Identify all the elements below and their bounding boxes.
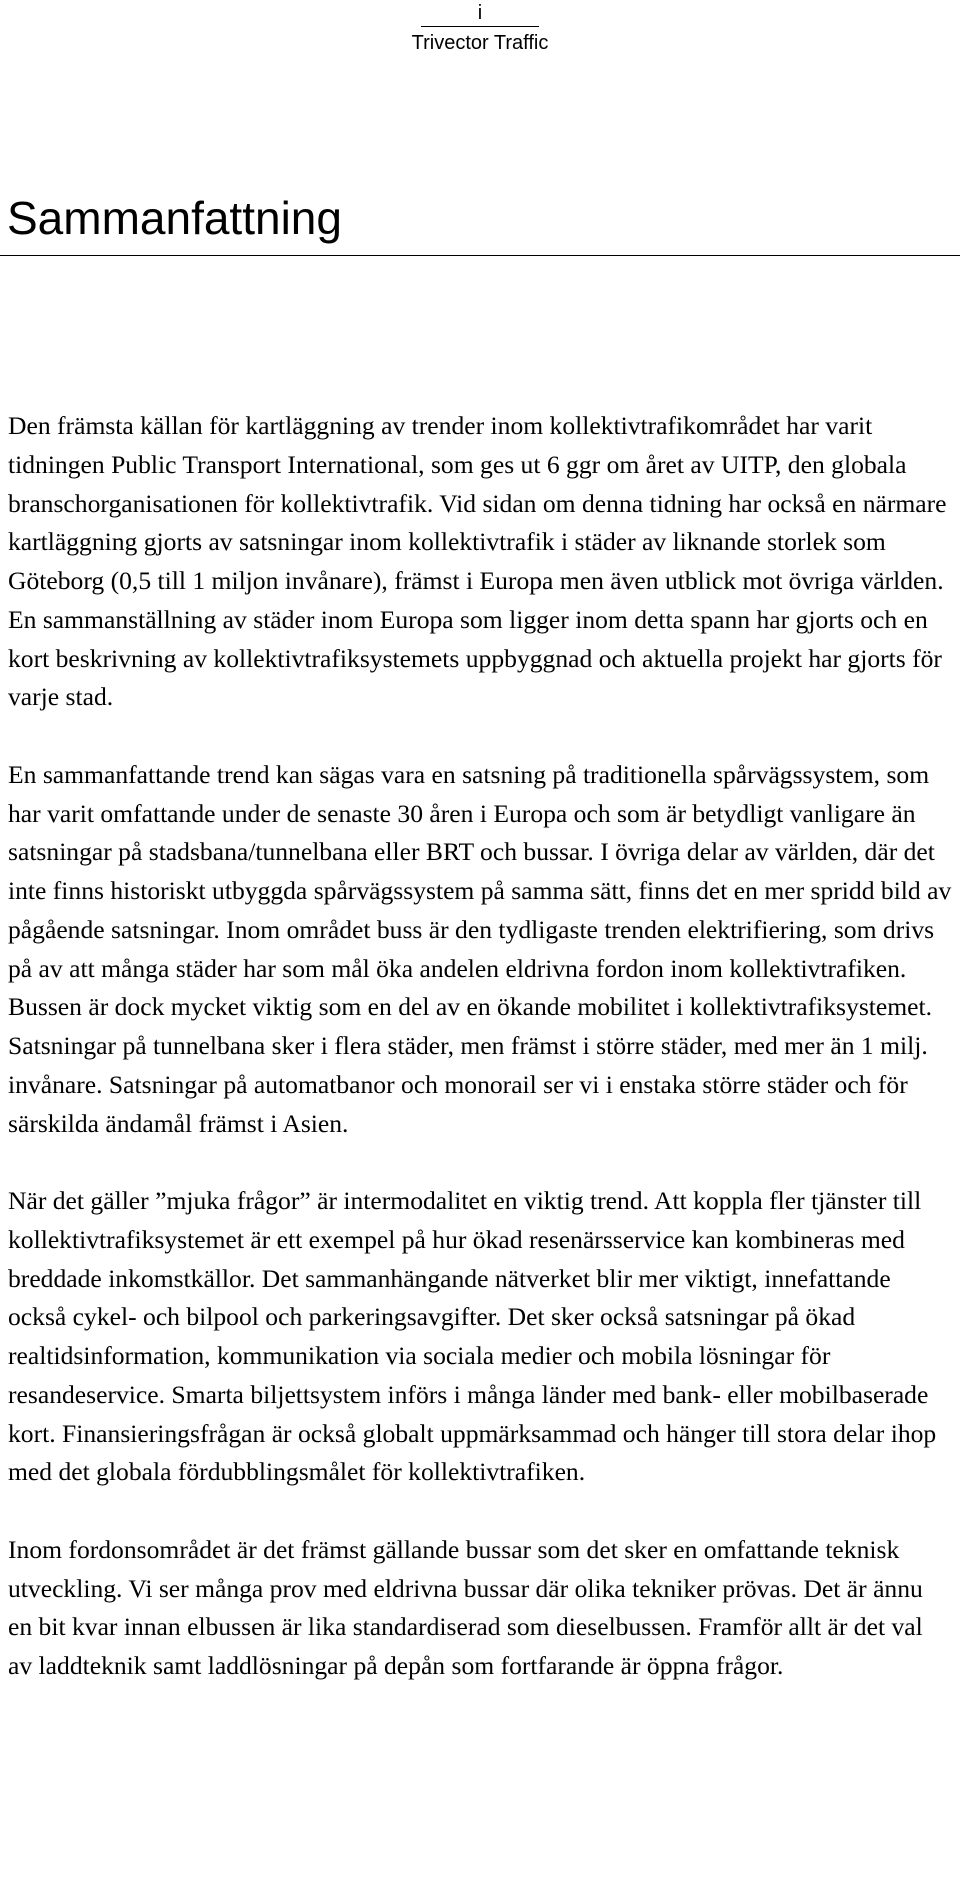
running-head: Trivector Traffic (411, 32, 549, 54)
paragraph: När det gäller ”mjuka frågor” är intermodalitet en viktig trend. Att koppla fler tjänster till kollektivtrafiksystemet är ett exempel på hur ökad resenärsservice kan kombineras med breddade inkomstkällor. Det sammanhängande nätverket blir mer viktigt, innefattande också cykel- och bilpool och parkeringsavgifter. Det sker också satsningar på ökad realtidsinformation, kommunikation via sociala medier och mobila lösningar för resandeservice. Smarta biljettsystem införs i många länder med bank- eller mobilbaserade kort. Finansieringsfrågan är också globalt uppmärksammad och hänger till stora delar ihop med det globala fördubblingsmålet för kollektivtrafiken. (8, 1186, 937, 1487)
body-text (8, 407, 953, 1725)
paragraph: Den främsta källan för kartläggning av trender inom kollektivtrafikområdet har varit tidningen Public Transport International, som ges ut 6 ggr om året av UITP, den globala branschorganisationen för kollektivtrafik. Vid sidan om denna tidning har också en närmare kartläggning gjorts av satsningar inom kollektivtrafik i städer av liknande storlek som Göteborg (0,5 till 1 miljon invånare), främst i Europa men även utblick mot övriga världen. En sammanställning av städer inom Europa som ligger inom detta spann har gjorts och en kort beskrivning av kollektivtrafiksystemets uppbyggnad och aktuella projekt har gjorts för varje stad. (8, 411, 947, 712)
paragraph: Inom fordonsområdet är det främst gällande bussar som det sker en omfattande teknisk utveckling. Vi ser många prov med eldrivna bussar där olika tekniker prövas. Det är ännu en bit kvar innan elbussen är lika standardiserad som dieselbussen. Framför allt är det val av laddteknik samt laddlösningar på depån som fortfarande är öppna frågor. (8, 1534, 923, 1680)
title-rule (0, 255, 960, 256)
page-number: i (421, 0, 539, 27)
section-title: Sammanfattning (7, 192, 342, 244)
page-header (0, 0, 960, 57)
paragraph: En sammanfattande trend kan sägas vara en satsning på traditionella spårvägssystem, som har varit omfattande under de senaste 30 åren i Europa och som är betydligt vanligare än satsningar på stadsbana/tunnelbana eller BRT och bussar. I övriga delar av världen, där det inte finns historiskt utbyggda spårvägssystem på samma sätt, finns det en mer spridd bild av pågående satsningar. Inom området buss är den tydligaste trenden elektrifiering, som drivs på av att många städer har som mål öka andelen eldrivna fordon inom kollektivtrafiken. Bussen är dock mycket viktig som en del av en ökande mobilitet i kollektivtrafiksystemet. Satsningar på tunnelbana sker i flera städer, men främst i större städer, med mer än 1 milj. invånare. Satsningar på automatbanor och monorail ser vi i enstaka större städer och för särskilda ändamål främst i Asien. (8, 759, 952, 1138)
